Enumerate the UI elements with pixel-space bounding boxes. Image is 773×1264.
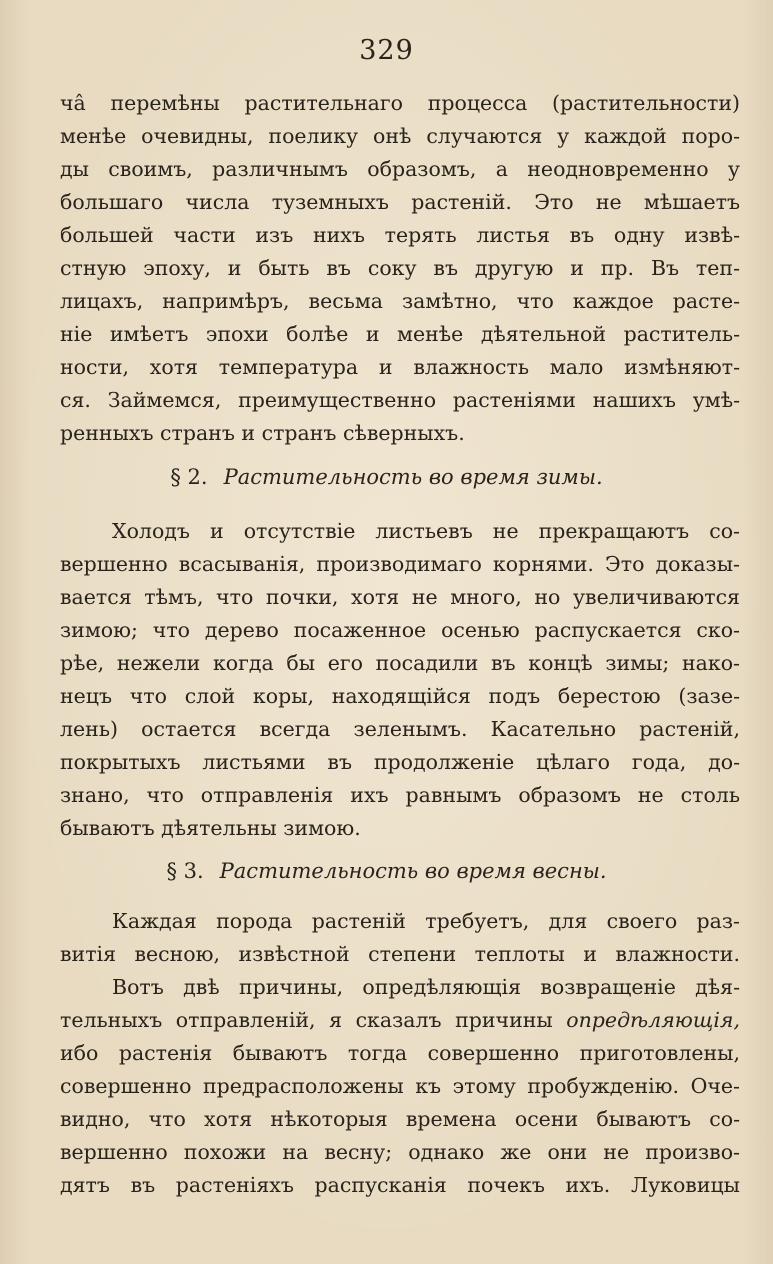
section-title: Растительность во время весны. [219, 859, 607, 883]
text-line [60, 1005, 740, 1035]
text-line: менѣе очевидны, поелику онѣ случаются у каждой поро- [60, 124, 740, 148]
text-line: большей части изъ нихъ терять листья въ одну извѣ- [60, 223, 740, 247]
text-line: вершенно всасыванія, производимаго корнями. Это доказы- [60, 552, 740, 576]
emphasis-word: опредѣляющія, [566, 1008, 740, 1032]
text-line: нецъ что слой коры, находящійся подъ берестою (зазе- [60, 684, 740, 708]
text-run: тельныхъ отправленій, я сказалъ причины [60, 1008, 567, 1032]
text-line: ренныхъ странъ и странъ сѣверныхъ. [60, 421, 465, 445]
text-line: Холодъ и отсутствіе листьевъ не прекращаютъ со- [112, 519, 740, 543]
text-line: дятъ въ растеніяхъ распусканія почекъ ихъ. Луковицы [60, 1173, 740, 1197]
text-line: ся. Займемся, преимущественно растеніями нашихъ умѣ- [60, 388, 740, 412]
text-line: лень) остается всегда зеленымъ. Касательно растеній, [60, 717, 740, 741]
text-line: ды своимъ, различнымъ образомъ, а неодновременно у [60, 157, 740, 181]
text-line: витія весною, извѣстной степени теплоты и влажности. [60, 942, 740, 966]
section-number: § 3. [166, 859, 204, 883]
text-line: Вотъ двѣ причины, опредѣляющія возвращеніе дѣя- [112, 975, 740, 999]
section-title: Растительность во время зимы. [223, 465, 603, 489]
section-number: § 2. [170, 465, 208, 489]
text-line: ніе имѣетъ эпохи болѣе и менѣе дѣятельной раститель- [60, 322, 740, 346]
text-line: вается тѣмъ, что почки, хотя не много, но увеличиваются [60, 585, 740, 609]
text-line: ча̂ перемѣны растительнаго процесса (растительности) [60, 91, 740, 115]
text-line: зимою; что дерево посаженное осенью распускается ско- [60, 618, 740, 642]
section-heading [0, 856, 773, 886]
section-heading [0, 462, 773, 492]
text-line: большаго числа туземныхъ растеній. Это не мѣшаетъ [60, 190, 740, 214]
page-number: 329 [359, 35, 414, 66]
text-line: покрытыхъ листьями въ продолженіе цѣлаго года, до- [60, 750, 740, 774]
text-line: видно, что хотя нѣкоторыя времена осени бываютъ со- [60, 1107, 740, 1131]
text-line: вершенно похожи на весну; однако же они не произво- [60, 1140, 740, 1164]
text-line: стную эпоху, и быть въ соку въ другую и пр. Въ теп- [60, 256, 740, 280]
text-line: ности, хотя температура и влажность мало измѣняют- [60, 355, 740, 379]
text-line: ибо растенія бываютъ тогда совершенно приготовлены, [60, 1041, 740, 1065]
text-line: Каждая порода растеній требуетъ, для своего раз- [112, 909, 740, 933]
text-line: бываютъ дѣятельны зимою. [60, 816, 361, 840]
text-line: рѣе, нежели когда бы его посадили въ концѣ зимы; нако- [60, 651, 740, 675]
text-line: знано, что отправленія ихъ равнымъ образомъ не столь [60, 783, 740, 807]
text-line: лицахъ, напримѣръ, весьма замѣтно, что каждое расте- [60, 289, 740, 313]
text-line: совершенно предрасположены къ этому пробужденію. Оче- [60, 1074, 740, 1098]
